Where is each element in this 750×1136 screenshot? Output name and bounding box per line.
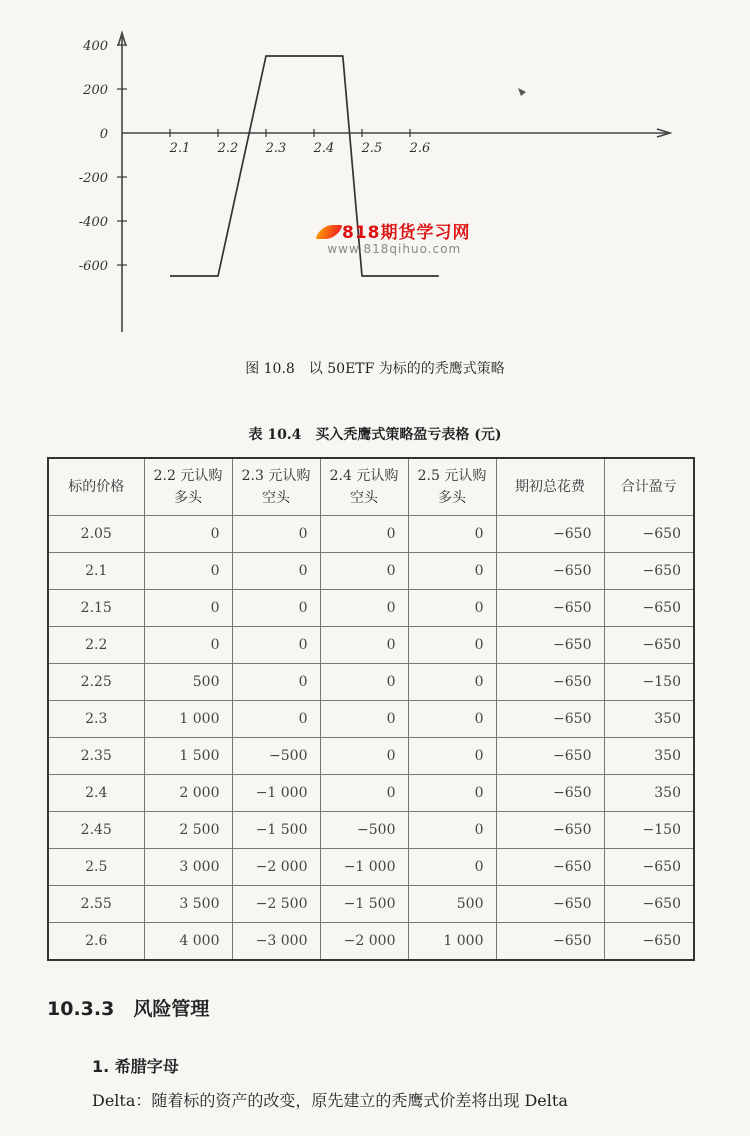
table-cell: −3 000 [232,923,320,961]
table-row [48,886,694,923]
table-cell: 2.5 [48,849,144,886]
table-cell: −650 [604,590,694,627]
table-header-cell: 2.4 元认购空头 [320,458,408,516]
table-cell: 0 [408,812,496,849]
table-cell: −650 [496,590,604,627]
table-cell: −650 [604,553,694,590]
payoff-chart [0,0,750,345]
y-tick-label: -600 [78,259,108,274]
table-cell: 0 [232,553,320,590]
table-cell: 0 [144,590,232,627]
table-cell: 2.25 [48,664,144,701]
table-header-cell: 2.5 元认购多头 [408,458,496,516]
table-cell: 0 [320,775,408,812]
table-cell: −650 [496,516,604,553]
table-cell: −650 [604,886,694,923]
table-cell: 2.05 [48,516,144,553]
table-cell: 0 [144,516,232,553]
table-cell: 0 [408,553,496,590]
table-cell: 2.45 [48,812,144,849]
y-tick-label: 400 [83,39,108,54]
table-caption: 表 10.4 买入秃鹰式策略盈亏表格 (元) [248,427,502,443]
table-row [48,923,694,961]
table-cell: 1 000 [144,701,232,738]
table-cell: −650 [496,923,604,961]
table-cell: 350 [604,701,694,738]
table-cell: −650 [496,701,604,738]
table-header-cell: 标的价格 [48,458,144,516]
table-cell: 0 [408,664,496,701]
table-body [48,516,694,961]
table-cell: −650 [496,553,604,590]
table-cell: 2.4 [48,775,144,812]
table-cell: −650 [496,738,604,775]
table-cell: 2.1 [48,553,144,590]
table-cell: 0 [320,664,408,701]
y-tick-label: 200 [83,83,108,98]
table-row [48,516,694,553]
table-cell: 2.2 [48,627,144,664]
figure-caption: 图 10.8 以 50ETF 为标的的秃鹰式策略 [245,361,505,377]
x-tick-label: 2.1 [169,141,191,156]
watermark [318,218,471,256]
table-cell: 2.55 [48,886,144,923]
table-row [48,775,694,812]
table-cell: −650 [496,886,604,923]
table-cell: −650 [604,627,694,664]
table-row [48,701,694,738]
table-header-cell: 期初总花费 [496,458,604,516]
table-cell: −650 [496,812,604,849]
table-cell: 0 [232,701,320,738]
table-cell: −500 [232,738,320,775]
table-cell: 0 [232,664,320,701]
watermark-logo-text: 818期货学习网 [342,223,471,243]
table-cell: 0 [408,775,496,812]
table-header-cell: 合计盈亏 [604,458,694,516]
table-cell: 0 [144,553,232,590]
table-cell: 0 [408,849,496,886]
table-cell: −500 [320,812,408,849]
table-cell: −150 [604,664,694,701]
table-cell: 2 500 [144,812,232,849]
table-cell: 0 [232,516,320,553]
body-text: Delta：随着标的资产的改变，原先建立的秃鹰式价差将出现 Delta [92,1091,568,1110]
table-cell: −1 500 [232,812,320,849]
table-header-cell: 2.2 元认购多头 [144,458,232,516]
table-cell: 0 [232,590,320,627]
table-cell: −1 000 [232,775,320,812]
payoff-table [47,457,695,961]
table-cell: 2.3 [48,701,144,738]
y-tick-label: 0 [99,127,108,142]
x-tick-label: 2.5 [361,141,383,156]
table-row [48,664,694,701]
table-cell: 2 000 [144,775,232,812]
table-cell: 350 [604,738,694,775]
x-tick-label: 2.4 [313,141,335,156]
table-cell: 2.6 [48,923,144,961]
table-cell: −2 000 [320,923,408,961]
table-row [48,553,694,590]
table-cell: −650 [604,849,694,886]
table-cell: 0 [408,516,496,553]
table-cell: −650 [604,516,694,553]
table-cell: 0 [320,738,408,775]
table-cell: 2.35 [48,738,144,775]
table-cell: 0 [144,627,232,664]
table-cell: 350 [604,775,694,812]
flame-icon [315,225,342,239]
table-row [48,590,694,627]
table-cell: 0 [408,627,496,664]
table-cell: 0 [320,701,408,738]
table-cell: 0 [232,627,320,664]
x-tick-label: 2.3 [265,141,287,156]
table-cell: 4 000 [144,923,232,961]
table-cell: −1 000 [320,849,408,886]
table-cell: 0 [320,553,408,590]
table-cell: 500 [144,664,232,701]
table-cell: 0 [408,738,496,775]
watermark-logo [318,218,471,243]
table-cell: 3 000 [144,849,232,886]
table-cell: 3 500 [144,886,232,923]
table-row [48,627,694,664]
y-tick-label: -400 [78,215,108,230]
table-cell: 0 [408,701,496,738]
table-cell: 2.15 [48,590,144,627]
table-cell: −2 000 [232,849,320,886]
table-cell: −1 500 [320,886,408,923]
table-cell: −2 500 [232,886,320,923]
table-cell: −650 [496,849,604,886]
table-cell: −650 [496,664,604,701]
y-tick-label: -200 [78,171,108,186]
x-tick-label: 2.2 [217,141,239,156]
section-heading: 10.3.3 风险管理 [47,998,210,1020]
table-cell: 1 500 [144,738,232,775]
x-tick-label: 2.6 [409,141,431,156]
table-cell: 0 [320,590,408,627]
table-row [48,812,694,849]
table-cell: 1 000 [408,923,496,961]
table-header-row [48,458,694,516]
table-cell: 0 [320,516,408,553]
table-cell: 500 [408,886,496,923]
table-row [48,849,694,886]
sub-heading: 1. 希腊字母 [92,1057,179,1076]
table-cell: −650 [496,775,604,812]
stray-mark [518,88,526,96]
table-row [48,738,694,775]
table-cell: −650 [496,627,604,664]
table-cell: −650 [604,923,694,961]
table-cell: −150 [604,812,694,849]
table-cell: 0 [320,627,408,664]
table-header-cell: 2.3 元认购空头 [232,458,320,516]
table-cell: 0 [408,590,496,627]
watermark-url: www.818qihuo.com [327,242,462,256]
